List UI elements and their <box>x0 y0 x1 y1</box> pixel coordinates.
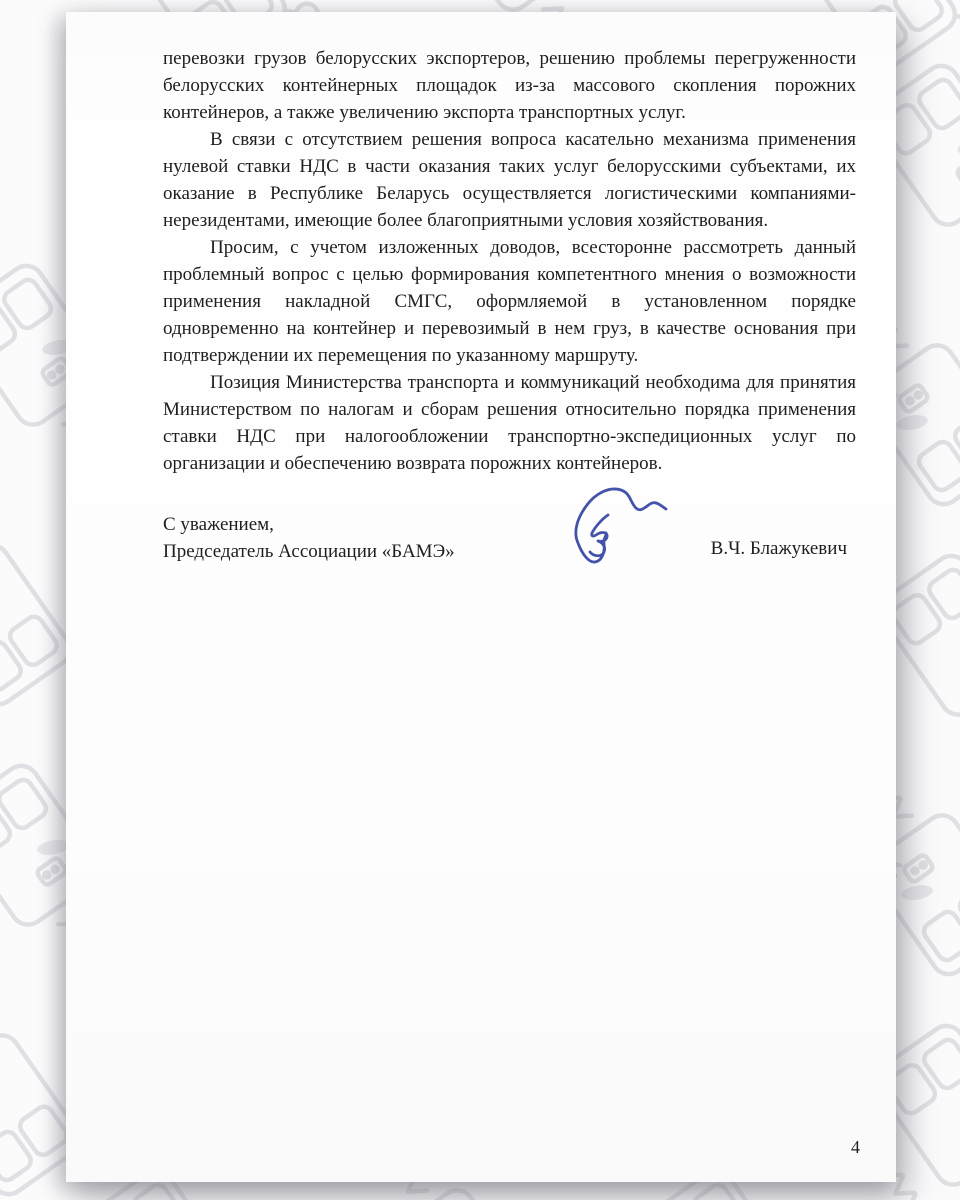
body-paragraph: Просим, с учетом изложенных доводов, всесторонне рассмотреть данный проблемный вопрос с целью формирования компетентного мнения о возможности применения накладной СМГС, оформляемой в установленном порядке одновременно на контейнер и перевозимый в нем груз, в качестве основания при подтверждении их перемещения по указанному маршруту. <box>163 237 856 366</box>
closing-left <box>163 511 455 565</box>
signer-name: В.Ч. Блажукевич <box>710 538 847 559</box>
handwritten-signature <box>571 485 671 567</box>
page-number: 4 <box>851 1137 860 1157</box>
document-page <box>66 12 896 1182</box>
closing-block <box>163 511 856 565</box>
letter-body <box>66 12 896 565</box>
signer-title: Председатель Ассоциации «БАМЭ» <box>163 541 455 562</box>
closing-salutation: С уважением, <box>163 514 274 535</box>
body-paragraph: В связи с отсутствием решения вопроса касательно механизма применения нулевой ставки НДС в части оказания таких услуг белорусскими субъектами, их оказание в Республике Беларусь осуществляется логистическими компаниями-нерезидентами, имеющие более благоприятными условия хозяйствования. <box>163 129 856 231</box>
body-paragraph: перевозки грузов белорусских экспортеров, решению проблемы перегруженности белорусских контейнерных площадок из-за массового скопления порожних контейнеров, а также увеличению экспорта транспортных услуг. <box>163 48 856 123</box>
body-paragraph: Позиция Министерства транспорта и коммуникаций необходима для принятия Министерством по налогам и сборам решения относительно порядка применения ставки НДС при налогообложении транспортно-экспедиционных услуг по организации и обеспечению возврата порожних контейнеров. <box>163 372 856 474</box>
